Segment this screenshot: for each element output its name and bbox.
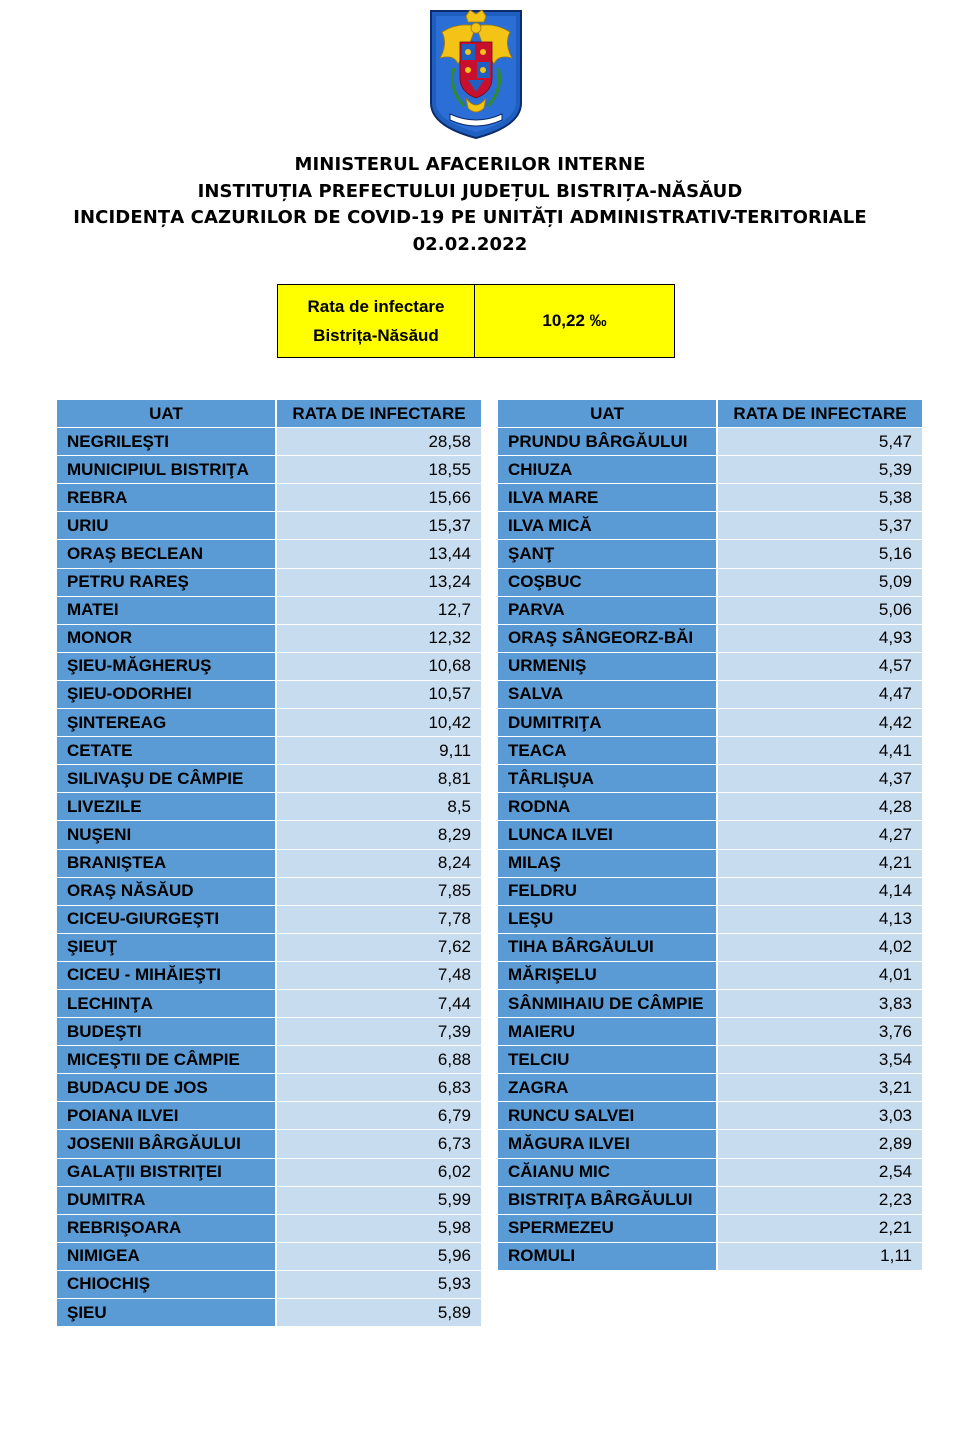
table-row bbox=[57, 540, 481, 568]
infection-rate: 6,88 bbox=[277, 1046, 481, 1074]
table-row bbox=[57, 1187, 481, 1215]
table-row bbox=[57, 1159, 481, 1187]
infection-rate: 3,76 bbox=[718, 1018, 922, 1046]
uat-name: COŞBUC bbox=[498, 569, 718, 597]
uat-name: URMENIŞ bbox=[498, 653, 718, 681]
infection-rate: 2,23 bbox=[718, 1187, 922, 1215]
uat-name: CETATE bbox=[57, 737, 277, 765]
uat-name: CICEU - MIHĂIEŞTI bbox=[57, 962, 277, 990]
infection-rate: 12,32 bbox=[277, 625, 481, 653]
table-row bbox=[57, 1299, 481, 1327]
infection-rate: 4,02 bbox=[718, 934, 922, 962]
infection-rate: 10,57 bbox=[277, 681, 481, 709]
uat-name: MILAŞ bbox=[498, 850, 718, 878]
table-row bbox=[57, 934, 481, 962]
uat-name: BUDEŞTI bbox=[57, 1018, 277, 1046]
infection-rate: 4,27 bbox=[718, 821, 922, 849]
column-header-uat: UAT bbox=[57, 400, 277, 428]
infection-rate: 7,44 bbox=[277, 990, 481, 1018]
uat-name: LECHINŢA bbox=[57, 990, 277, 1018]
table-row bbox=[498, 428, 922, 456]
infection-rate: 6,02 bbox=[277, 1159, 481, 1187]
county-rate-label-line2: Bistrița-Năsăud bbox=[313, 326, 439, 345]
table-row bbox=[57, 1243, 481, 1271]
column-header-rate: RATA DE INFECTARE bbox=[277, 400, 481, 428]
uat-name: MICEŞTII DE CÂMPIE bbox=[57, 1046, 277, 1074]
uat-name: ŞANŢ bbox=[498, 540, 718, 568]
table-row bbox=[498, 1102, 922, 1130]
table-row bbox=[57, 569, 481, 597]
uat-name: ORAŞ SÂNGEORZ-BĂI bbox=[498, 625, 718, 653]
infection-rate: 4,28 bbox=[718, 793, 922, 821]
infection-rate: 2,54 bbox=[718, 1159, 922, 1187]
table-row bbox=[498, 540, 922, 568]
infection-rate: 6,83 bbox=[277, 1074, 481, 1102]
infection-rate: 8,24 bbox=[277, 850, 481, 878]
table-row bbox=[57, 625, 481, 653]
report-date: 02.02.2022 bbox=[412, 233, 528, 255]
uat-name: BRANIŞTEA bbox=[57, 850, 277, 878]
table-row bbox=[57, 850, 481, 878]
infection-rate: 5,38 bbox=[718, 484, 922, 512]
uat-name: JOSENII BÂRGĂULUI bbox=[57, 1130, 277, 1158]
infection-rate: 4,57 bbox=[718, 653, 922, 681]
county-rate-label-line1: Rata de infectare bbox=[307, 297, 445, 316]
table-row bbox=[57, 1018, 481, 1046]
infection-rate: 5,89 bbox=[277, 1299, 481, 1327]
table-row bbox=[498, 597, 922, 625]
table-row bbox=[57, 1130, 481, 1158]
infection-rate: 4,21 bbox=[718, 850, 922, 878]
uat-name: ILVA MICĂ bbox=[498, 512, 718, 540]
table-row bbox=[498, 1215, 922, 1243]
report-title: INCIDENȚA CAZURILOR DE COVID-19 PE UNITĂȚI ADMINISTRATIV-TERITORIALE bbox=[73, 207, 867, 228]
infection-rate: 10,42 bbox=[277, 709, 481, 737]
uat-name: ZAGRA bbox=[498, 1074, 718, 1102]
uat-name: PRUNDU BÂRGĂULUI bbox=[498, 428, 718, 456]
infection-rate: 4,13 bbox=[718, 906, 922, 934]
uat-name: DUMITRIŢA bbox=[498, 709, 718, 737]
table-row bbox=[498, 1018, 922, 1046]
county-infection-rate-box bbox=[277, 284, 675, 358]
table-row bbox=[57, 821, 481, 849]
infection-rate: 4,37 bbox=[718, 765, 922, 793]
infection-rate: 1,11 bbox=[718, 1243, 922, 1271]
infection-rate: 5,39 bbox=[718, 456, 922, 484]
infection-rate: 5,96 bbox=[277, 1243, 481, 1271]
table-row bbox=[498, 709, 922, 737]
infection-rate: 7,39 bbox=[277, 1018, 481, 1046]
table-row bbox=[57, 1215, 481, 1243]
table-row bbox=[498, 990, 922, 1018]
table-row bbox=[498, 569, 922, 597]
table-row bbox=[498, 681, 922, 709]
table-row bbox=[57, 1046, 481, 1074]
infection-rate: 7,85 bbox=[277, 878, 481, 906]
uat-name: ŞIEU-MĂGHERUŞ bbox=[57, 653, 277, 681]
infection-rate: 3,21 bbox=[718, 1074, 922, 1102]
uat-name: CHIOCHIŞ bbox=[57, 1271, 277, 1299]
infection-rate: 8,5 bbox=[277, 793, 481, 821]
county-rate-label bbox=[278, 285, 475, 357]
uat-name: ORAŞ NĂSĂUD bbox=[57, 878, 277, 906]
table-row bbox=[498, 962, 922, 990]
ministry-title: MINISTERUL AFACERILOR INTERNE bbox=[294, 154, 646, 175]
table-row bbox=[57, 962, 481, 990]
infection-rate: 28,58 bbox=[277, 428, 481, 456]
infection-rate: 15,37 bbox=[277, 512, 481, 540]
uat-name: ŞIEU bbox=[57, 1299, 277, 1327]
table-row bbox=[57, 709, 481, 737]
table-row bbox=[57, 906, 481, 934]
uat-name: BISTRIŢA BÂRGĂULUI bbox=[498, 1187, 718, 1215]
table-row bbox=[57, 1102, 481, 1130]
infection-rate: 5,37 bbox=[718, 512, 922, 540]
infection-rate: 6,73 bbox=[277, 1130, 481, 1158]
uat-name: TEACA bbox=[498, 737, 718, 765]
document-header bbox=[0, 152, 940, 258]
uat-name: LEŞU bbox=[498, 906, 718, 934]
table-row bbox=[498, 906, 922, 934]
infection-rate: 2,21 bbox=[718, 1215, 922, 1243]
uat-name: SÂNMIHAIU DE CÂMPIE bbox=[498, 990, 718, 1018]
infection-rate: 7,62 bbox=[277, 934, 481, 962]
uat-name: SALVA bbox=[498, 681, 718, 709]
uat-name: SPERMEZEU bbox=[498, 1215, 718, 1243]
infection-rate: 3,03 bbox=[718, 1102, 922, 1130]
uat-name: NIMIGEA bbox=[57, 1243, 277, 1271]
table-row bbox=[57, 512, 481, 540]
infection-rate: 9,11 bbox=[277, 737, 481, 765]
uat-name: GALAŢII BISTRIŢEI bbox=[57, 1159, 277, 1187]
table-header-row bbox=[498, 400, 922, 428]
uat-name: REBRIŞOARA bbox=[57, 1215, 277, 1243]
uat-name: MONOR bbox=[57, 625, 277, 653]
infection-rate: 5,99 bbox=[277, 1187, 481, 1215]
uat-name: MATEI bbox=[57, 597, 277, 625]
uat-name: TIHA BÂRGĂULUI bbox=[498, 934, 718, 962]
table-row bbox=[498, 1159, 922, 1187]
table-row bbox=[57, 990, 481, 1018]
table-row bbox=[57, 456, 481, 484]
infection-rate: 4,47 bbox=[718, 681, 922, 709]
uat-name: ŞIEUŢ bbox=[57, 934, 277, 962]
table-row bbox=[498, 765, 922, 793]
column-header-rate: RATA DE INFECTARE bbox=[718, 400, 922, 428]
column-header-uat: UAT bbox=[498, 400, 718, 428]
infection-rate: 3,54 bbox=[718, 1046, 922, 1074]
uat-name: MĂRIŞELU bbox=[498, 962, 718, 990]
uat-name: LUNCA ILVEI bbox=[498, 821, 718, 849]
table-row bbox=[498, 793, 922, 821]
uat-name: DUMITRA bbox=[57, 1187, 277, 1215]
table-row bbox=[498, 850, 922, 878]
table-row bbox=[57, 1074, 481, 1102]
table-row bbox=[498, 1187, 922, 1215]
table-row bbox=[498, 821, 922, 849]
infection-rate: 4,93 bbox=[718, 625, 922, 653]
table-row bbox=[498, 456, 922, 484]
uat-name: POIANA ILVEI bbox=[57, 1102, 277, 1130]
institution-title: INSTITUȚIA PREFECTULUI JUDEȚUL BISTRIȚA-NĂSĂUD bbox=[197, 180, 743, 202]
table-row bbox=[57, 793, 481, 821]
uat-name: ŞIEU-ODORHEI bbox=[57, 681, 277, 709]
infection-rate: 3,83 bbox=[718, 990, 922, 1018]
table-row bbox=[498, 878, 922, 906]
infection-rate: 10,68 bbox=[277, 653, 481, 681]
uat-name: SILIVAŞU DE CÂMPIE bbox=[57, 765, 277, 793]
infection-rate: 5,98 bbox=[277, 1215, 481, 1243]
infection-rate: 6,79 bbox=[277, 1102, 481, 1130]
table-row bbox=[498, 1243, 922, 1271]
uat-name: RUNCU SALVEI bbox=[498, 1102, 718, 1130]
table-row bbox=[57, 1271, 481, 1299]
uat-name: LIVEZILE bbox=[57, 793, 277, 821]
infection-rate: 7,78 bbox=[277, 906, 481, 934]
infection-rate: 4,01 bbox=[718, 962, 922, 990]
uat-name: TELCIU bbox=[498, 1046, 718, 1074]
infection-rate: 5,47 bbox=[718, 428, 922, 456]
uat-name: CĂIANU MIC bbox=[498, 1159, 718, 1187]
uat-name: PARVA bbox=[498, 597, 718, 625]
uat-name: MĂGURA ILVEI bbox=[498, 1130, 718, 1158]
infection-rate: 7,48 bbox=[277, 962, 481, 990]
infection-rate: 13,24 bbox=[277, 569, 481, 597]
infection-rate: 18,55 bbox=[277, 456, 481, 484]
infection-rate: 5,09 bbox=[718, 569, 922, 597]
uat-name: URIU bbox=[57, 512, 277, 540]
table-row bbox=[57, 428, 481, 456]
infection-rate: 8,81 bbox=[277, 765, 481, 793]
uat-name: BUDACU DE JOS bbox=[57, 1074, 277, 1102]
uat-table-right-body bbox=[498, 428, 922, 1271]
uat-name: REBRA bbox=[57, 484, 277, 512]
uat-name: CICEU-GIURGEŞTI bbox=[57, 906, 277, 934]
uat-table-left-body bbox=[57, 428, 481, 1327]
table-row bbox=[498, 1130, 922, 1158]
uat-name: CHIUZA bbox=[498, 456, 718, 484]
table-row bbox=[57, 765, 481, 793]
table-row bbox=[498, 512, 922, 540]
uat-name: RODNA bbox=[498, 793, 718, 821]
uat-name: ROMULI bbox=[498, 1243, 718, 1271]
table-row bbox=[498, 653, 922, 681]
uat-name: ORAŞ BECLEAN bbox=[57, 540, 277, 568]
county-rate-value: 10,22 ‰ bbox=[542, 311, 607, 330]
uat-name: ŞINTEREAG bbox=[57, 709, 277, 737]
table-header-row bbox=[57, 400, 481, 428]
infection-rate: 5,93 bbox=[277, 1271, 481, 1299]
uat-name: MAIERU bbox=[498, 1018, 718, 1046]
uat-table-right bbox=[498, 400, 922, 1271]
table-row bbox=[498, 484, 922, 512]
infection-rate: 8,29 bbox=[277, 821, 481, 849]
uat-name: NEGRILEŞTI bbox=[57, 428, 277, 456]
table-row bbox=[57, 484, 481, 512]
table-row bbox=[498, 934, 922, 962]
infection-rate: 4,42 bbox=[718, 709, 922, 737]
table-row bbox=[57, 597, 481, 625]
infection-rate: 13,44 bbox=[277, 540, 481, 568]
infection-rate: 5,06 bbox=[718, 597, 922, 625]
uat-name: TÂRLIŞUA bbox=[498, 765, 718, 793]
infection-rate: 2,89 bbox=[718, 1130, 922, 1158]
coat-of-arms-logo bbox=[428, 8, 524, 140]
infection-rate: 4,41 bbox=[718, 737, 922, 765]
table-row bbox=[498, 1046, 922, 1074]
infection-rate: 4,14 bbox=[718, 878, 922, 906]
table-row bbox=[57, 653, 481, 681]
table-row bbox=[57, 737, 481, 765]
uat-table-left bbox=[57, 400, 481, 1327]
table-row bbox=[498, 625, 922, 653]
table-row bbox=[498, 737, 922, 765]
uat-name: MUNICIPIUL BISTRIŢA bbox=[57, 456, 277, 484]
table-row bbox=[57, 681, 481, 709]
table-row bbox=[498, 1074, 922, 1102]
infection-rate: 12,7 bbox=[277, 597, 481, 625]
uat-name: ILVA MARE bbox=[498, 484, 718, 512]
uat-name: FELDRU bbox=[498, 878, 718, 906]
table-row bbox=[57, 878, 481, 906]
uat-name: PETRU RAREŞ bbox=[57, 569, 277, 597]
infection-rate: 15,66 bbox=[277, 484, 481, 512]
uat-name: NUŞENI bbox=[57, 821, 277, 849]
infection-rate: 5,16 bbox=[718, 540, 922, 568]
